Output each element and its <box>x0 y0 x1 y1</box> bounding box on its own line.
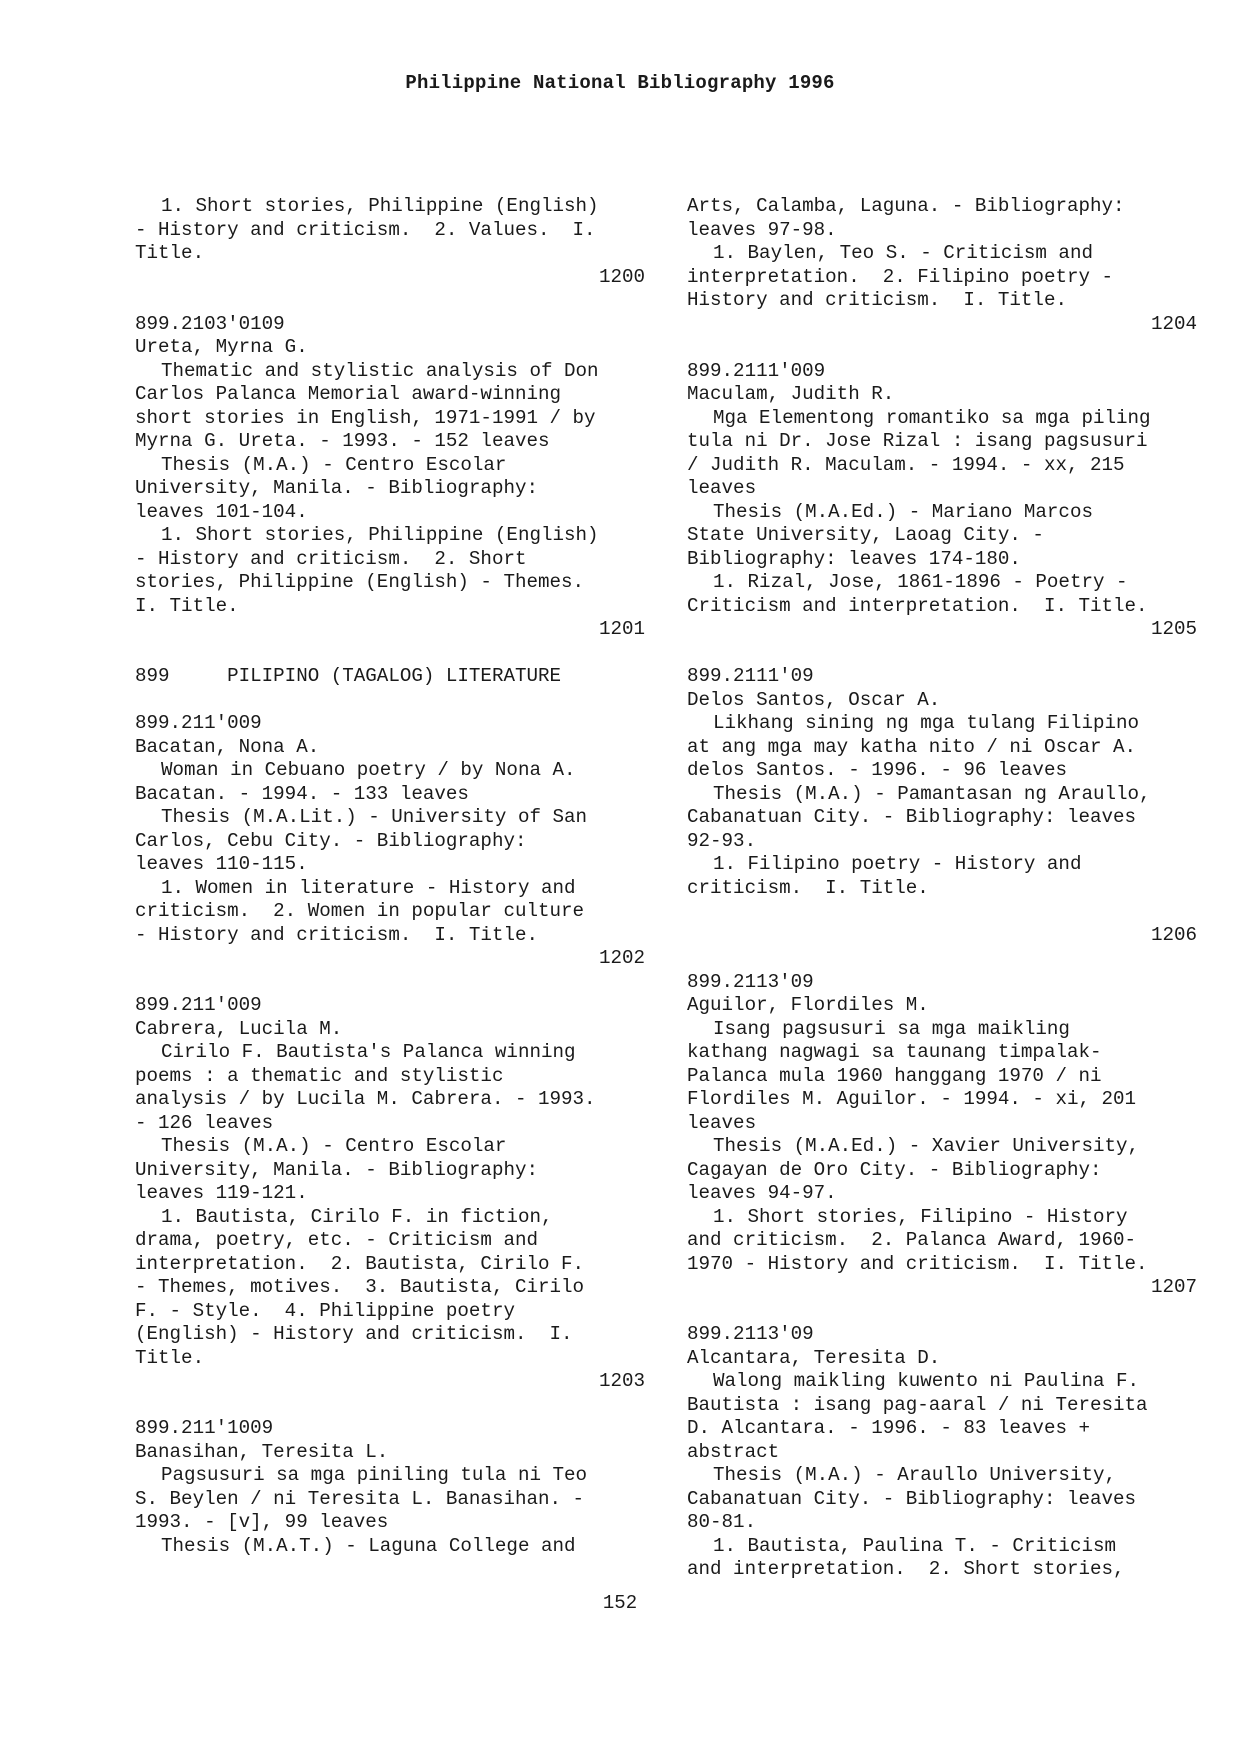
entry-line: Thesis (M.A.) - Centro Escolar <box>161 453 507 476</box>
entry-line: 1. Filipino poetry - History and <box>713 853 1082 875</box>
entry-line: Palanca mula 1960 hanggang 1970 / ni <box>687 1064 1102 1087</box>
spacer <box>687 947 1197 971</box>
entry-line: Banasihan, Teresita L. <box>135 1440 389 1463</box>
entry-line: 1. Bautista, Cirilo F. in fiction, <box>161 1205 553 1228</box>
entry-line: and interpretation. 2. Short stories, <box>687 1558 1125 1580</box>
entry-line: interpretation. 2. Bautista, Cirilo F. <box>135 1252 585 1275</box>
entry-number: 1200 <box>598 265 645 288</box>
entry-line: Thesis (M.A.T.) - Laguna College and <box>161 1534 576 1557</box>
entry-line: leaves 119-121. <box>135 1182 308 1204</box>
entry-line: 899.2113'09 <box>687 1323 814 1345</box>
entry-line: 899.211'009 <box>135 994 262 1016</box>
entry-line: leaves 94-97. <box>687 1182 837 1204</box>
entry-line: Cabanatuan City. - Bibliography: leaves <box>687 806 1137 828</box>
entry-line: 899 PILIPINO (TAGALOG) LITERATURE <box>135 665 562 687</box>
entry-line: Arts, Calamba, Laguna. - Bibliography: <box>687 195 1125 217</box>
spacer <box>687 900 1197 924</box>
entry-number: 1202 <box>598 947 645 969</box>
entry-line: leaves <box>687 477 757 499</box>
entry-line: (English) - History and criticism. I. <box>135 1323 573 1345</box>
entry-line: Flordiles M. Aguilor. - 1994. - xi, 201 <box>687 1088 1137 1110</box>
entry-line: Title. <box>135 1346 205 1369</box>
entry-line: Isang pagsusuri sa mga maikling <box>713 1017 1070 1040</box>
entry-line: 80-81. <box>687 1511 757 1533</box>
entry-number: 1203 <box>598 1370 645 1392</box>
entry-line: University, Manila. - Bibliography: <box>135 1158 539 1181</box>
entry-line: analysis / by Lucila M. Cabrera. - 1993. <box>135 1088 596 1110</box>
entry-line: stories, Philippine (English) - Themes. <box>135 571 585 593</box>
entry-line: Likhang sining ng mga tulang Filipino <box>713 712 1140 734</box>
entry-line: Thesis (M.A.Ed.) - Xavier University, <box>713 1135 1140 1157</box>
entry-line: delos Santos. - 1996. - 96 leaves <box>687 759 1067 781</box>
entry-line: 1993. - [v], 99 leaves <box>135 1511 389 1533</box>
entry-line: - 126 leaves <box>135 1111 274 1134</box>
entry-line: State University, Laoag City. - <box>687 524 1044 546</box>
entry-line: 899.211'1009 <box>135 1417 274 1439</box>
entry-line: leaves 101-104. <box>135 500 308 523</box>
spacer <box>687 1300 1197 1324</box>
entry-line: Cirilo F. Bautista's Palanca winning <box>161 1041 576 1063</box>
entry-line: Ureta, Myrna G. <box>135 336 308 358</box>
entry-line: 92-93. <box>687 829 757 852</box>
spacer <box>135 689 645 713</box>
entry-line: Bacatan, Nona A. <box>135 735 320 758</box>
entry-line: Thesis (M.A.Ed.) - Mariano Marcos <box>713 500 1093 523</box>
entry-line: / Judith R. Maculam. - 1994. - xx, 215 <box>687 453 1125 476</box>
entry-line: leaves 97-98. <box>687 218 837 241</box>
entry-number: 1204 <box>1150 312 1197 335</box>
entry-line: - History and criticism. I. Title. <box>135 923 539 946</box>
entry-line: S. Beylen / ni Teresita L. Banasihan. - <box>135 1487 585 1510</box>
entry-line: History and criticism. I. Title. <box>687 289 1067 311</box>
entry-line: Myrna G. Ureta. - 1993. - 152 leaves <box>135 430 550 452</box>
entry-line: Alcantara, Teresita D. <box>687 1346 941 1369</box>
entry-line: short stories in English, 1971-1991 / by <box>135 406 596 429</box>
entry-line: Thesis (M.A.) - Centro Escolar <box>161 1135 507 1157</box>
entry-line: and criticism. 2. Palanca Award, 1960- <box>687 1229 1137 1251</box>
entry-line: 899.2113'09 <box>687 970 814 993</box>
entry-number: 1207 <box>1150 1276 1197 1298</box>
entry-line: - History and criticism. 2. Values. I. <box>135 218 596 241</box>
spacer <box>135 289 645 313</box>
entry-line: University, Manila. - Bibliography: <box>135 477 539 499</box>
entry-line: D. Alcantara. - 1996. - 83 leaves + <box>687 1417 1091 1439</box>
entry-line: abstract <box>687 1440 780 1463</box>
entry-line: Bacatan. - 1994. - 133 leaves <box>135 782 469 805</box>
spacer <box>135 1394 645 1418</box>
entry-line: criticism. I. Title. <box>687 876 929 899</box>
entry-line: Bibliography: leaves 174-180. <box>687 547 1021 570</box>
entry-line: 1970 - History and criticism. I. Title. <box>687 1252 1148 1275</box>
entry-line: Thesis (M.A.) - Araullo University, <box>713 1464 1117 1486</box>
entry-line: 899.211'009 <box>135 712 262 734</box>
entry-line: - History and criticism. 2. Short <box>135 547 527 570</box>
entry-line: leaves 110-115. <box>135 853 308 875</box>
spacer <box>135 971 645 995</box>
entry-line: - Themes, motives. 3. Bautista, Cirilo <box>135 1276 585 1298</box>
entry-line: Carlos Palanca Memorial award-winning <box>135 383 562 405</box>
entry-line: Thesis (M.A.) - Pamantasan ng Araullo, <box>713 782 1151 805</box>
entry-line: Mga Elementong romantiko sa mga piling <box>713 406 1151 429</box>
entry-line: Carlos, Cebu City. - Bibliography: <box>135 829 527 852</box>
spacer <box>687 336 1197 360</box>
entry-line: kathang nagwagi sa taunang timpalak- <box>687 1041 1102 1063</box>
entry-line: tula ni Dr. Jose Rizal : isang pagsusuri <box>687 430 1148 452</box>
entry-line: Woman in Cebuano poetry / by Nona A. <box>161 759 576 781</box>
right-column <box>687 195 1197 1582</box>
spacer <box>135 642 645 666</box>
entry-line: 1. Short stories, Filipino - History <box>713 1205 1128 1228</box>
entry-line: 1. Baylen, Teo S. - Criticism and <box>713 242 1093 264</box>
entry-line: Cabanatuan City. - Bibliography: leaves <box>687 1487 1137 1510</box>
entry-line: 1. Short stories, Philippine (English) <box>161 195 599 217</box>
entry-line: interpretation. 2. Filipino poetry - <box>687 265 1114 288</box>
entry-line: Aguilor, Flordiles M. <box>687 994 929 1016</box>
entry-line: Cagayan de Oro City. - Bibliography: <box>687 1158 1102 1181</box>
entry-line: 1. Women in literature - History and <box>161 876 576 899</box>
entry-line: Delos Santos, Oscar A. <box>687 688 941 711</box>
entry-line: leaves <box>687 1111 757 1134</box>
entry-line: at ang mga may katha nito / ni Oscar A. <box>687 735 1137 758</box>
page-header: Philippine National Bibliography 1996 <box>405 72 835 94</box>
entry-line: criticism. 2. Women in popular culture <box>135 900 585 922</box>
entry-line: drama, poetry, etc. - Criticism and <box>135 1229 539 1251</box>
entry-line: 899.2103'0109 <box>135 312 285 335</box>
entry-line: Criticism and interpretation. I. Title. <box>687 594 1148 617</box>
entry-number: 1201 <box>598 618 645 640</box>
entry-line: F. - Style. 4. Philippine poetry <box>135 1299 515 1322</box>
entry-line: Title. <box>135 242 205 264</box>
page-number: 152 <box>602 1592 638 1614</box>
entry-line: Walong maikling kuwento ni Paulina F. <box>713 1370 1140 1392</box>
entry-line: poems : a thematic and stylistic <box>135 1064 504 1087</box>
entry-line: I. Title. <box>135 594 239 617</box>
entry-number: 1206 <box>1150 923 1197 946</box>
entry-line: 1. Rizal, Jose, 1861-1896 - Poetry - <box>713 571 1128 593</box>
entry-line: Thematic and stylistic analysis of Don <box>161 359 599 382</box>
entry-number: 1205 <box>1150 618 1197 640</box>
entry-line: Maculam, Judith R. <box>687 383 895 405</box>
entry-line: 1. Short stories, Philippine (English) <box>161 524 599 546</box>
entry-line: 899.2111'009 <box>687 359 826 382</box>
left-column <box>135 195 645 1558</box>
entry-line: Pagsusuri sa mga piniling tula ni Teo <box>161 1464 588 1486</box>
entry-line: Cabrera, Lucila M. <box>135 1017 343 1040</box>
spacer <box>687 642 1197 666</box>
entry-line: Thesis (M.A.Lit.) - University of San <box>161 806 588 828</box>
entry-line: 1. Bautista, Paulina T. - Criticism <box>713 1534 1117 1557</box>
entry-line: Bautista : isang pag-aaral / ni Teresita <box>687 1393 1148 1416</box>
entry-line: 899.2111'09 <box>687 665 814 687</box>
